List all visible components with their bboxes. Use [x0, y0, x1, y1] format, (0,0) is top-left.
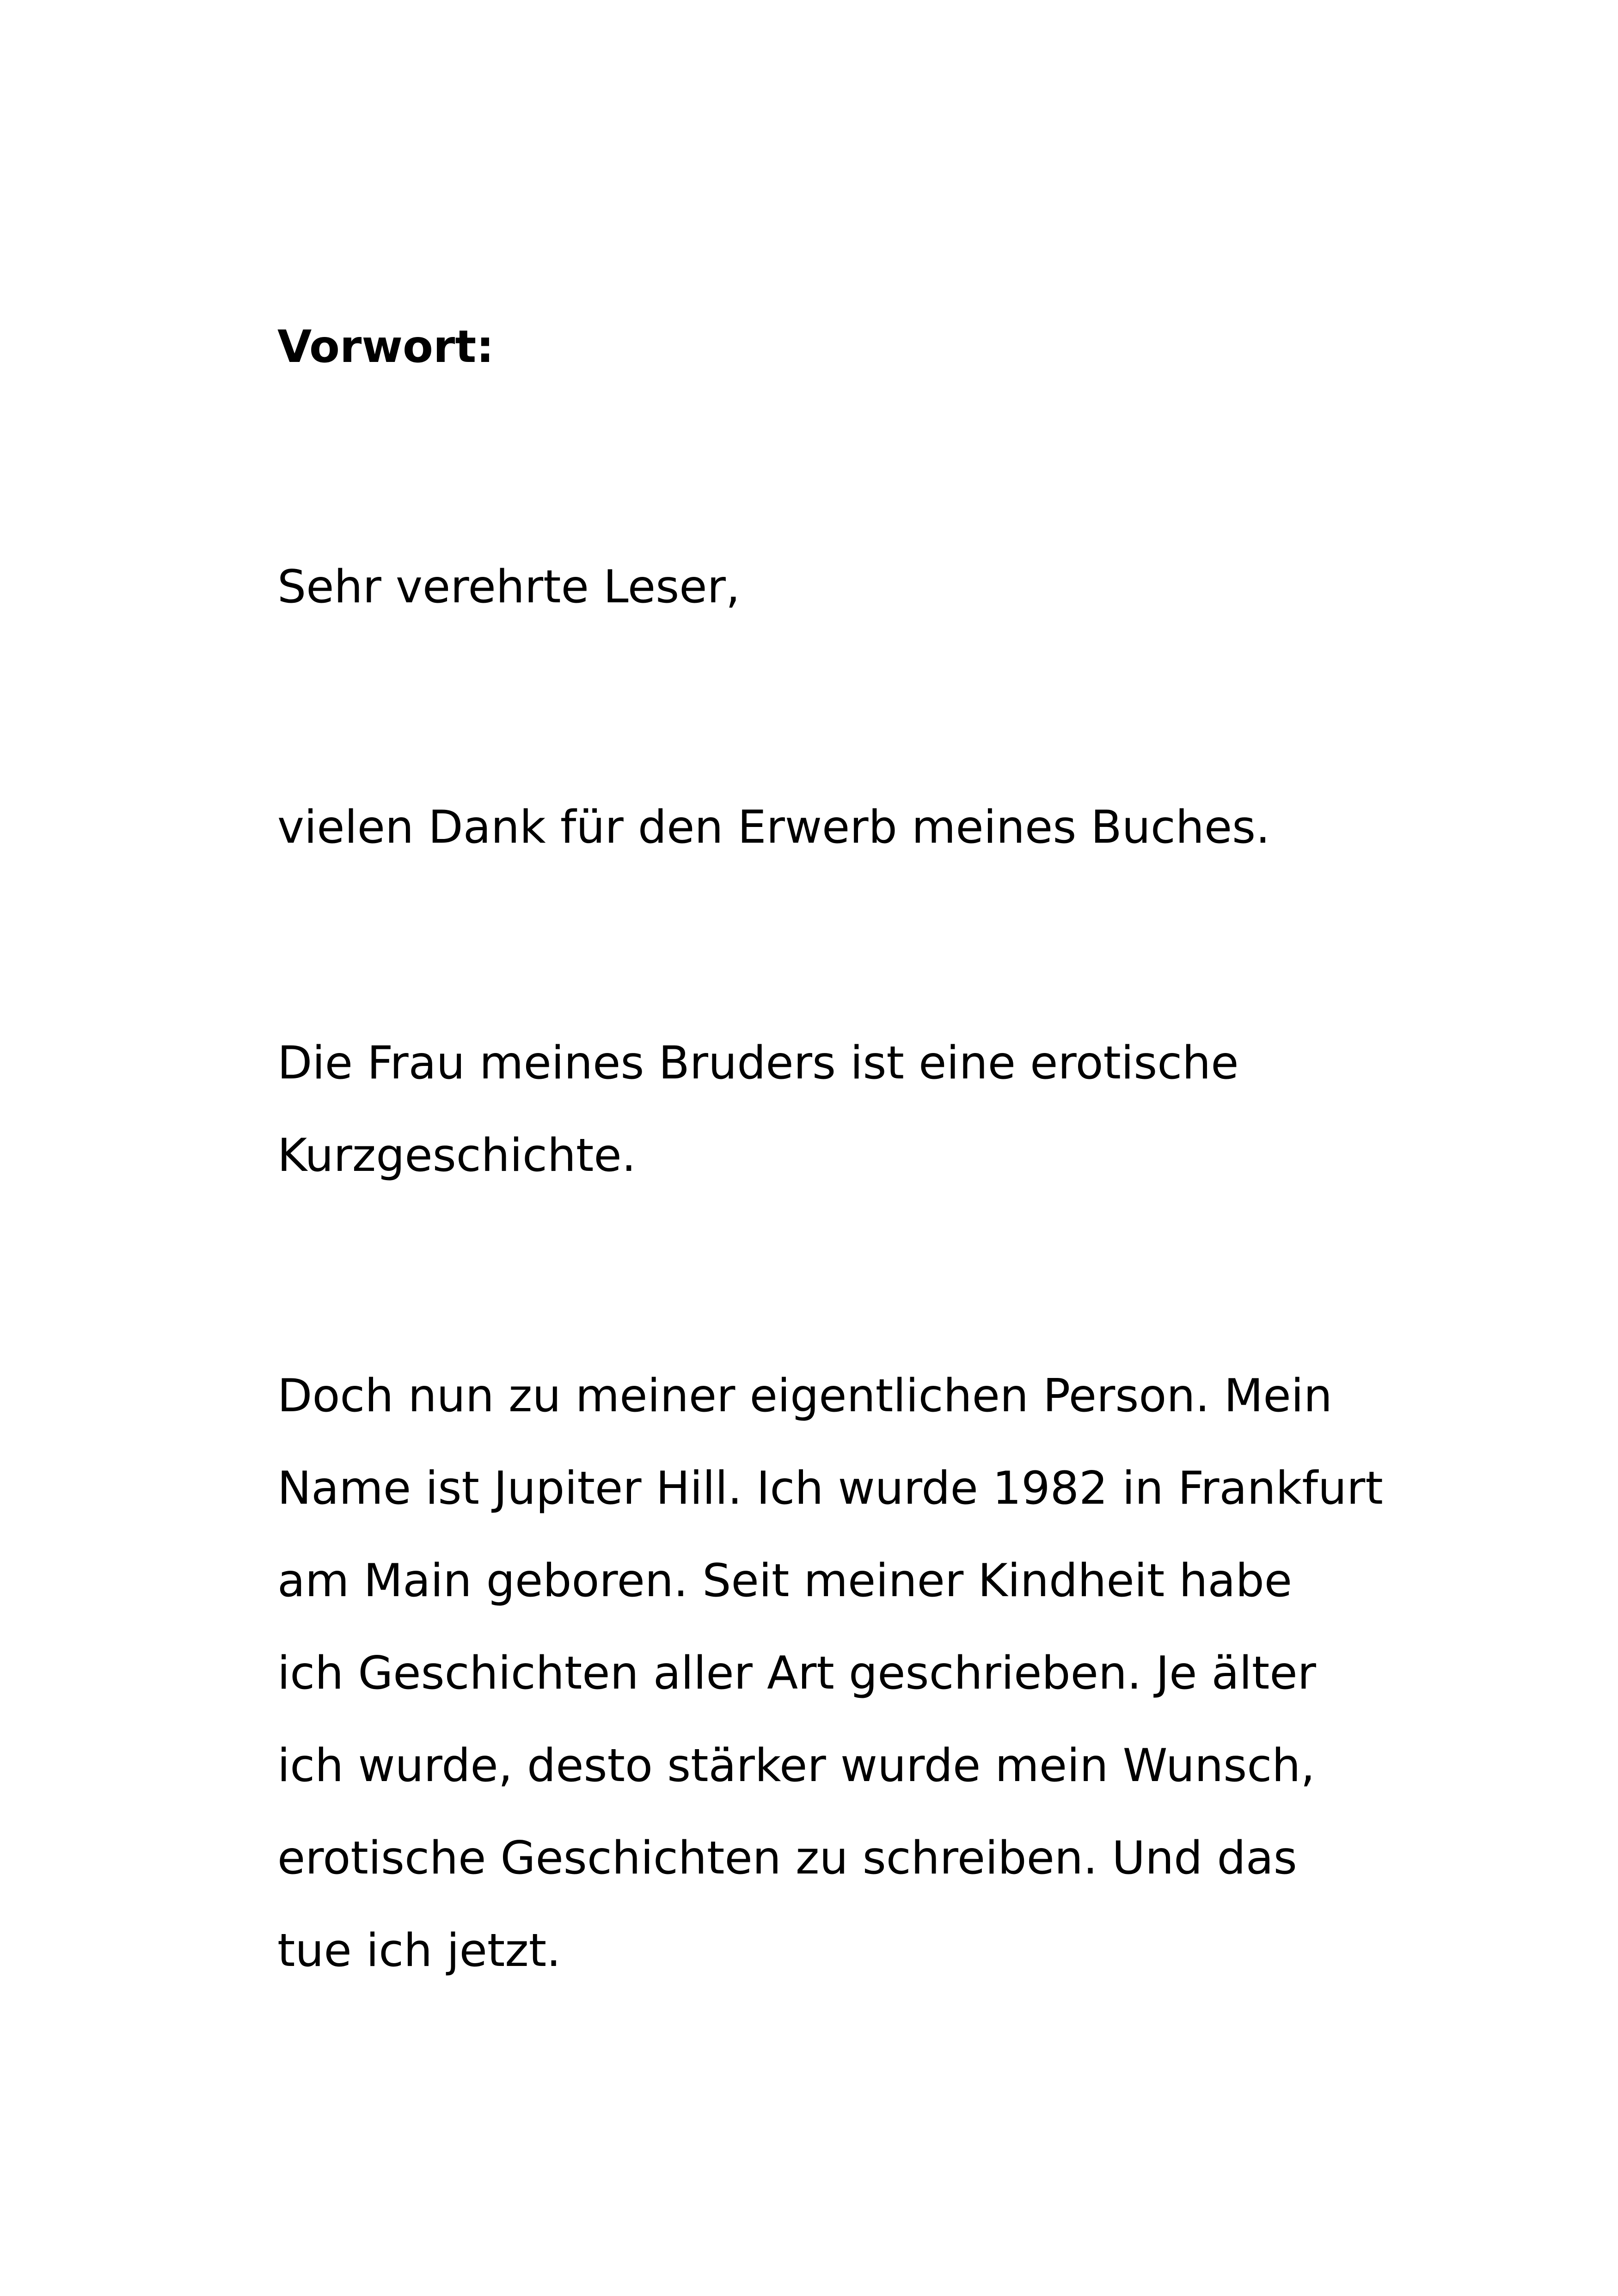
thanks-line: vielen Dank für den Erwerb meines Buches. [277, 801, 1270, 854]
author-line: tue ich jetzt. [277, 1924, 561, 1977]
thanks-paragraph [277, 781, 1387, 874]
author-line: am Main geboren. Seit meiner Kindheit habe [277, 1555, 1293, 1607]
author-line: ich Geschichten aller Art geschrieben. Je älter [277, 1647, 1316, 1700]
greeting-paragraph [277, 541, 1387, 633]
intro-line: Kurzgeschichte. [277, 1129, 636, 1182]
author-line: ich wurde, desto stärker wurde mein Wunsch, [277, 1739, 1315, 1792]
author-paragraph [277, 1350, 1387, 1997]
intro-line: Die Frau meines Bruders ist eine erotische [277, 1037, 1239, 1090]
author-line: erotische Geschichten zu schreiben. Und das [277, 1832, 1297, 1885]
section-heading: Vorwort: [277, 321, 494, 373]
author-line: Doch nun zu meiner eigentlichen Person. Mein [277, 1370, 1332, 1422]
greeting-line: Sehr verehrte Leser, [277, 561, 741, 613]
author-line: Name ist Jupiter Hill. Ich wurde 1982 in Frankfurt [277, 1462, 1383, 1515]
intro-paragraph [277, 1017, 1387, 1202]
